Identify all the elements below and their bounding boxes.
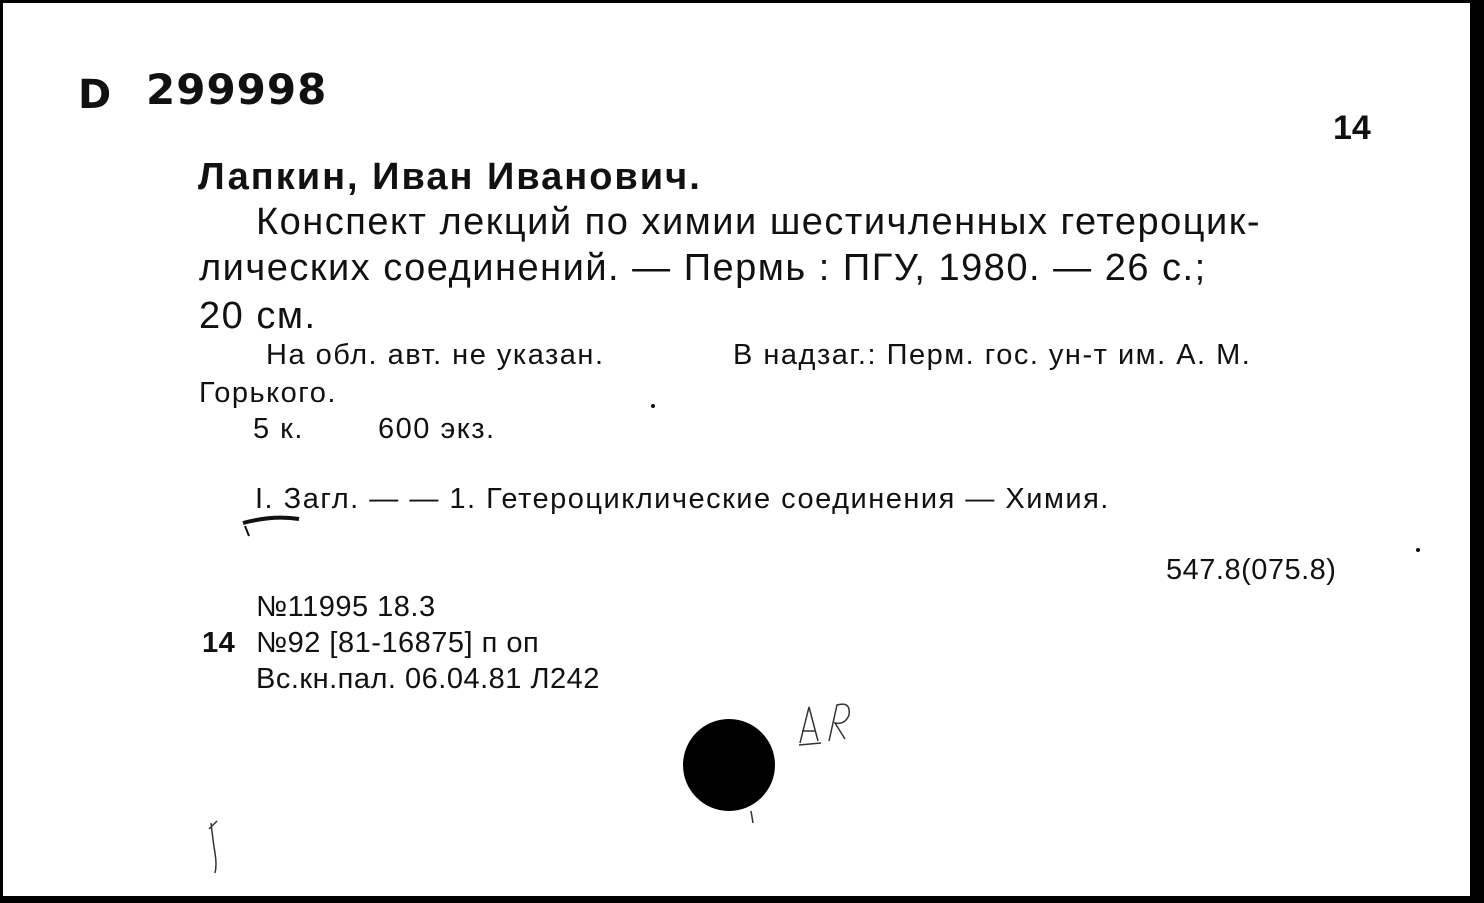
- bottom-line-3: Вс.кн.пал. 06.04.81 Л242: [256, 663, 600, 695]
- bottom-line-2-number: 14: [202, 627, 236, 659]
- corner-number: 14: [1333, 109, 1371, 147]
- author-heading: Лапкин, Иван Иванович.: [198, 156, 702, 198]
- punch-hole: [683, 719, 775, 811]
- stray-dot: [1416, 548, 1420, 552]
- note-author: На обл. авт. не указан.: [266, 339, 605, 371]
- title-line-1: Конспект лекций по химии шестичленных гетероцик-: [256, 201, 1262, 243]
- classification: 547.8(075.8): [1166, 554, 1337, 586]
- stray-dot: [651, 404, 655, 408]
- handwritten-initials: [799, 704, 849, 745]
- title-line-3: 20 см.: [199, 295, 317, 337]
- catalog-card: [3, 3, 1470, 896]
- handwritten-underline: [243, 518, 299, 523]
- handwritten-mark: [209, 821, 217, 873]
- tracing: I. Загл. — — 1. Гетероциклические соединения — Химия.: [255, 483, 1110, 515]
- copies: 600 экз.: [378, 413, 496, 445]
- stamp-prefix: D: [78, 72, 113, 118]
- stamp-number: 299998: [146, 65, 328, 114]
- note-parent-org: В надзаг.: Перм. гос. ун-т им. А. М.: [733, 339, 1252, 371]
- bottom-line-2: №92 [81-16875] п оп: [256, 627, 540, 659]
- marks-layer: [3, 3, 1470, 896]
- price: 5 к.: [253, 413, 304, 445]
- bottom-line-1: №11995 18.3: [256, 591, 436, 623]
- title-line-2: лических соединений. — Пермь : ПГУ, 1980. — 26 с.;: [199, 247, 1207, 289]
- note-parent-org-cont: Горького.: [199, 377, 337, 409]
